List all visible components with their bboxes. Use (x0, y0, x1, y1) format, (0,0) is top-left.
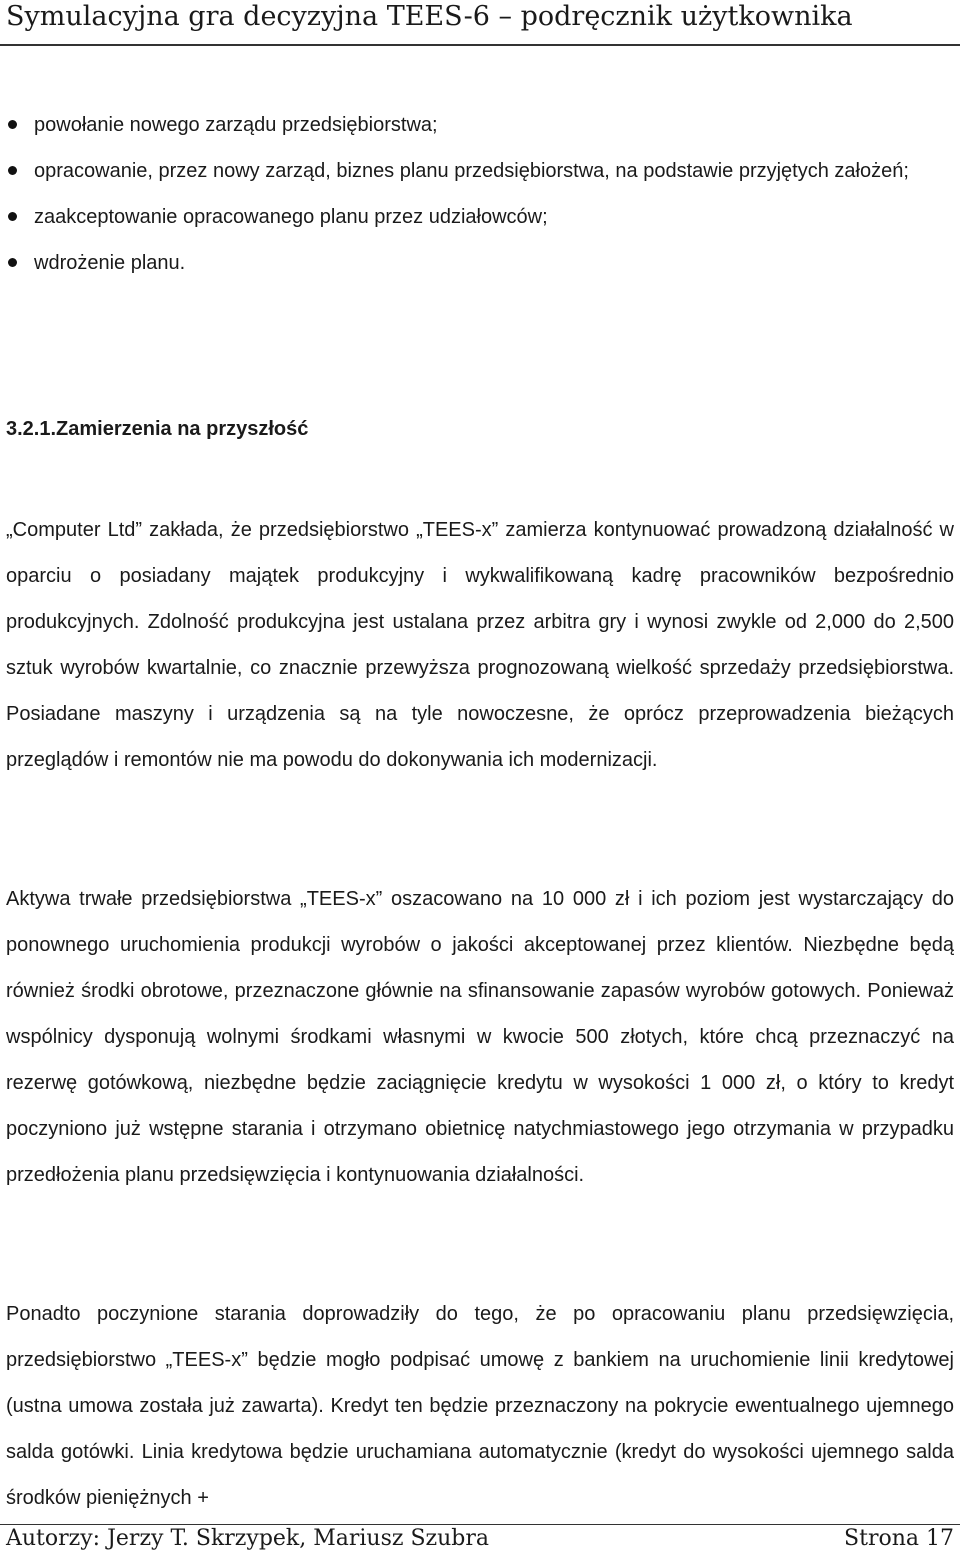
page-header (0, 0, 960, 46)
bullet-icon (8, 166, 17, 175)
page-number: Strona 17 (844, 1526, 954, 1551)
list-item-text: powołanie nowego zarządu przedsiębiorstwa; (34, 114, 438, 136)
list-item (0, 194, 934, 240)
list-item-text: wdrożenie planu. (34, 252, 186, 274)
paragraph: „Computer Ltd” zakłada, że przedsiębiorstwo „TEES-x” zamierza kontynuować prowadzoną działalność w oparciu o posiadany majątek produkcyjny i wykwalifikowaną kadrę pracowników bezpośrednio produkcyjnych. Zdolność produkcyjna jest ustalana przez arbitra gry i wynosi zwykle od 2,000 do 2,500 sztuk wyrobów kwartalnie, co znacznie przewyższa prognozowaną wielkość sprzedaży przedsiębiorstwa. Posiadane maszyny i urządzenia są na tyle nowoczesne, że oprócz przeprowadzenia bieżących przeglądów i remontów nie ma powodu do dokonywania ich modernizacji. (6, 519, 954, 771)
paragraph: Aktywa trwałe przedsiębiorstwa „TEES-x” oszacowano na 10 000 zł i ich poziom jest wystarczający do ponownego uruchomienia produkcji wyrobów o jakości akceptowanej przez klientów. Niezbędne będą również środki obrotowe, przeznaczone głównie na sfinansowanie zapasów wyrobów gotowych. Ponieważ wspólnicy dysponują wolnymi środkami własnymi w kwocie 500 złotych, które chcą przeznaczyć na rezerwę gotówkową, niezbędne będzie zaciągnięcie kredytu w wysokości 1 000 zł, o który to kredyt poczyniono już wstępne starania i otrzymano obietnicę natychmiastowego jego otrzymania w przypadku przedłożenia planu przedsięwzięcia i kontynuowania działalności. (6, 888, 954, 1186)
list-item (0, 240, 934, 286)
page-footer (0, 1524, 960, 1556)
paragraph: Ponadto poczynione starania doprowadziły do tego, że po opracowaniu planu przedsięwzięcia, przedsiębiorstwo „TEES-x” będzie mogło podpisać umowę z bankiem na uruchomienie linii kredytowej (ustna umowa została już zawarta). Kredyt ten będzie przeznaczony na pokrycie ewentualnego ujemnego salda gotówki. Linia kredytowa będzie uruchamiana automatycznie (kredyt do wysokości ujemnego salda środków pieniężnych + (6, 1303, 954, 1509)
list-item (0, 148, 934, 194)
list-item (0, 102, 934, 148)
bullet-icon (8, 120, 17, 129)
section-heading: 3.2.1.Zamierzenia na przyszłość (6, 418, 309, 440)
bullet-list (0, 102, 960, 286)
list-item-text: opracowanie, przez nowy zarząd, biznes planu przedsiębiorstwa, na podstawie przyjętych założeń; (34, 160, 909, 182)
list-item-text: zaakceptowanie opracowanego planu przez udziałowców; (34, 206, 548, 228)
bullet-icon (8, 212, 17, 221)
bullet-icon (8, 258, 17, 267)
document-title: Symulacyjna gra decyzyjna TEES-6 – podręcznik użytkownika (6, 1, 853, 32)
footer-authors: Autorzy: Jerzy T. Skrzypek, Mariusz Szubra (6, 1526, 490, 1551)
